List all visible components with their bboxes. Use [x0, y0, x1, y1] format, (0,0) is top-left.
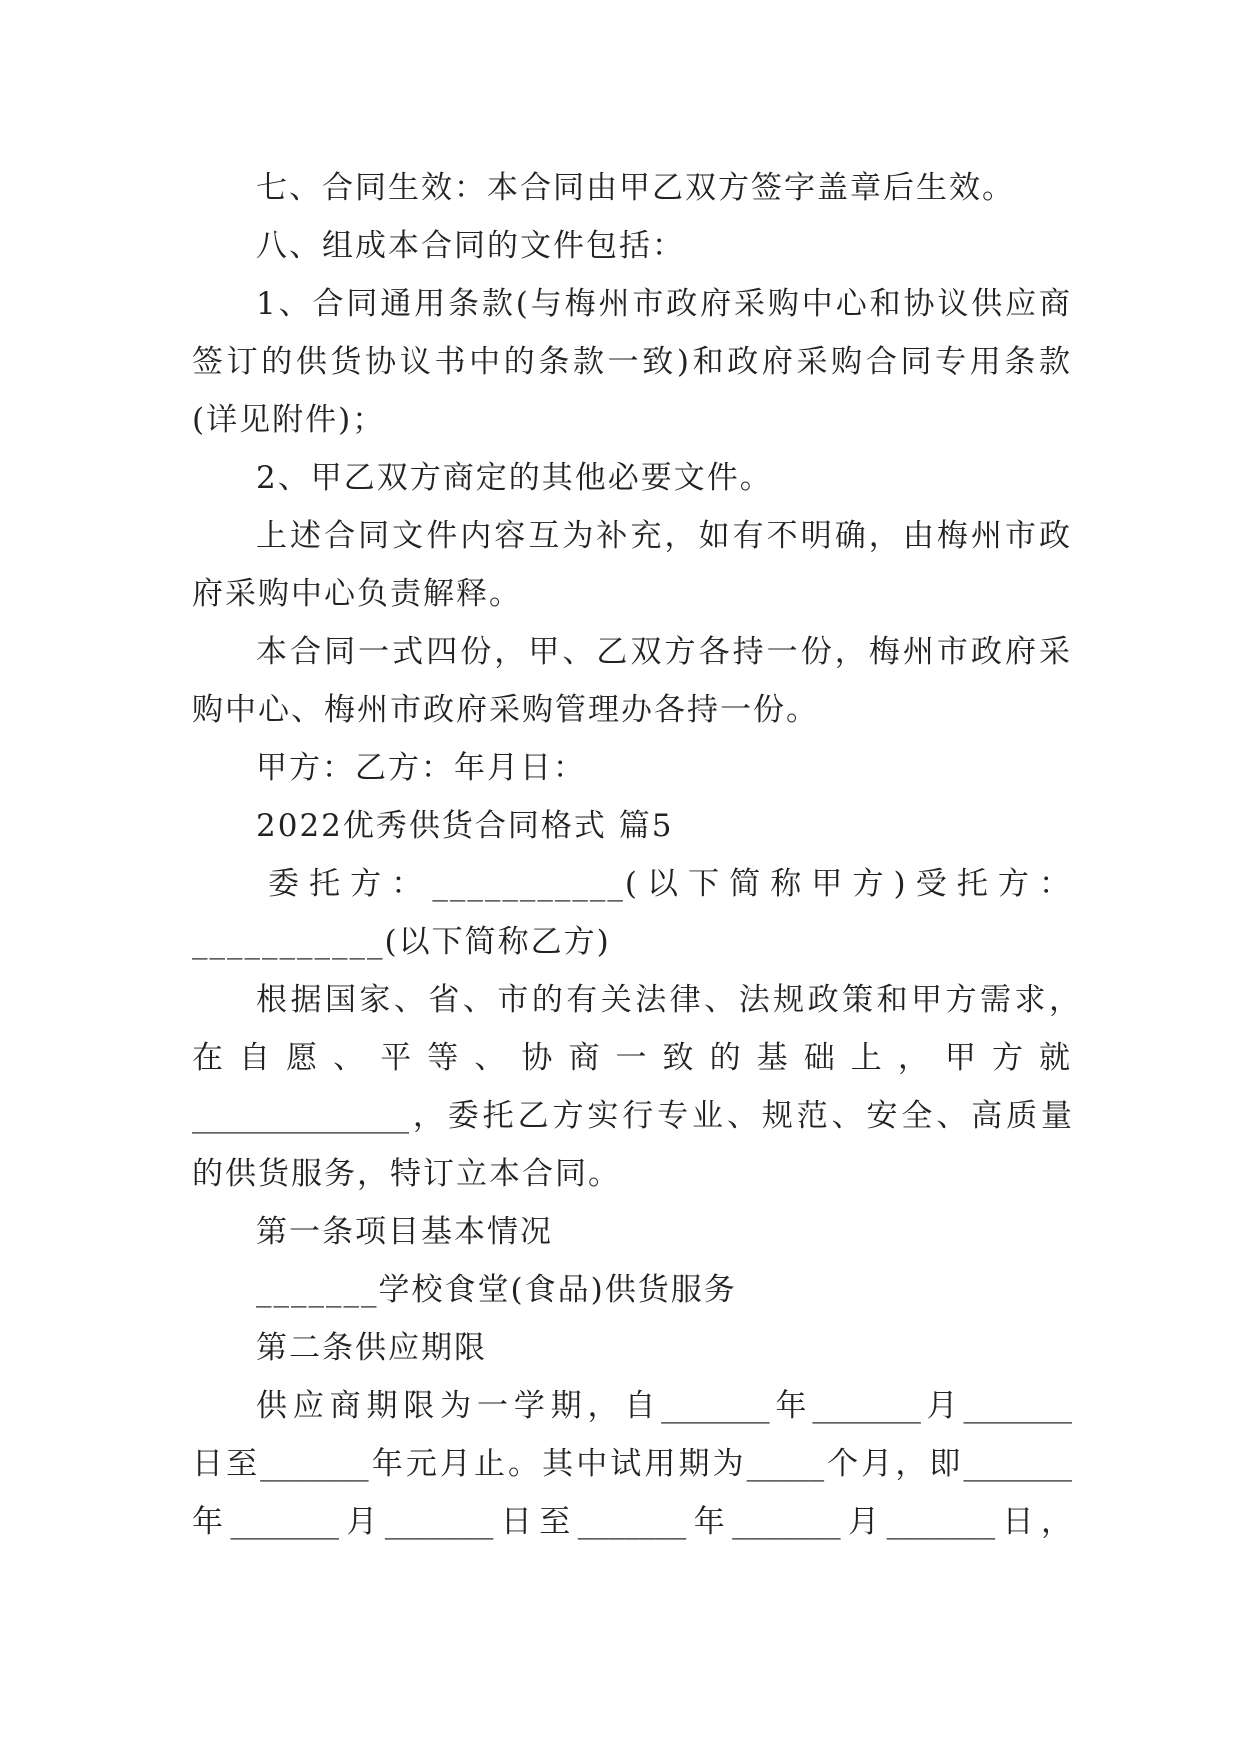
basis-paragraph: 根据国家、省、市的有关法律、法规政策和甲方需求，: [256, 982, 1082, 1018]
copies-paragraph: 本合同一式四份，甲、乙双方各持一份，梅州市政府采: [256, 634, 1072, 670]
section-heading: 2022优秀供货合同格式 篇5: [256, 808, 674, 844]
clause-seven: 七、合同生效：本合同由甲乙双方签字盖章后生效。: [256, 170, 1015, 206]
clause-eight-item-1: 1、合同通用条款(与梅州市政府采购中心和协议供应商: [256, 286, 1072, 322]
supply-period-line-cont-2: 年_______月_______日至_______年_______月_______日，: [192, 1504, 1072, 1540]
clause-eight: 八、组成本合同的文件包括：: [256, 228, 685, 264]
supply-period-line-cont: 日至_______年元月止。其中试用期为_____个月，即_______: [192, 1446, 1072, 1482]
basis-paragraph-cont: 在自愿、平等、协商一致的基础上，甲方就: [192, 1040, 1072, 1076]
parties-line-cont: ___________(以下简称乙方): [192, 924, 611, 960]
article-one-content: _______学校食堂(食品)供货服务: [256, 1272, 737, 1308]
supplement-paragraph: 上述合同文件内容互为补充，如有不明确，由梅州市政: [256, 518, 1072, 554]
article-two-heading: 第二条供应期限: [256, 1330, 487, 1366]
copies-paragraph-cont: 购中心、梅州市政府采购管理办各持一份。: [192, 692, 819, 728]
clause-eight-item-2: 2、甲乙双方商定的其他必要文件。: [256, 460, 773, 496]
clause-eight-item-1-cont: 签订的供货协议书中的条款一致)和政府采购合同专用条款: [192, 344, 1072, 380]
supply-period-line: 供应商期限为一学期，自_______年_______月_______: [256, 1388, 1072, 1424]
supplement-paragraph-cont: 府采购中心负责解释。: [192, 576, 522, 612]
article-one-heading: 第一条项目基本情况: [256, 1214, 553, 1250]
basis-paragraph-cont-2: ______________，委托乙方实行专业、规范、安全、高质量: [192, 1098, 1072, 1134]
basis-paragraph-end: 的供货服务，特订立本合同。: [192, 1156, 621, 1192]
clause-eight-item-1-end: (详见附件)；: [192, 402, 386, 438]
signature-line: 甲方：乙方：年月日：: [256, 750, 586, 786]
parties-line: 委托方：___________(以下简称甲方)受托方：: [268, 866, 1072, 902]
